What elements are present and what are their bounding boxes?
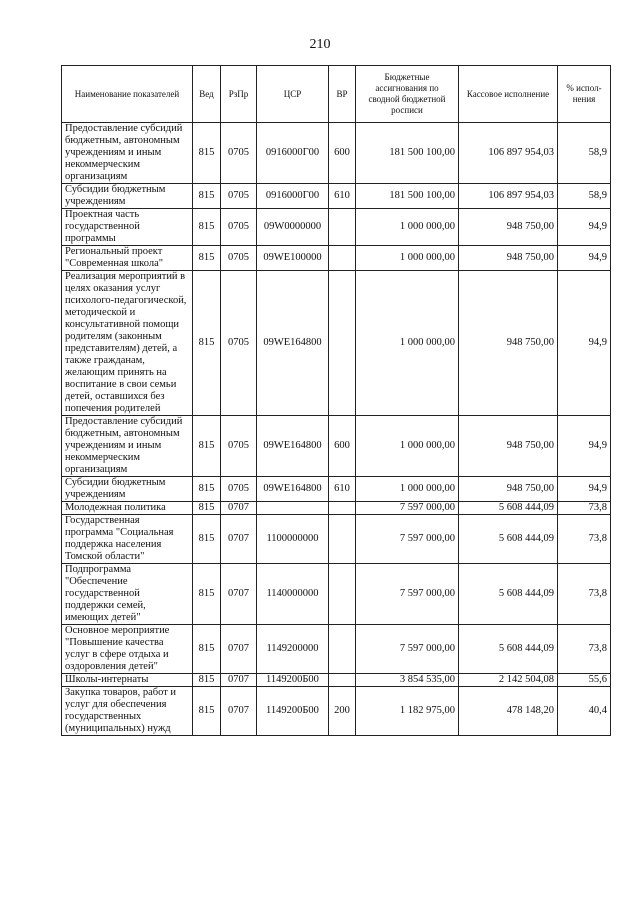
- cell-cash: 948 750,00: [459, 246, 558, 271]
- cell-csr: 09W0000000: [257, 209, 329, 246]
- cell-budget: 7 597 000,00: [356, 515, 459, 564]
- cell-name: Предоставление субсидий бюджетным, автономным учреждениям и иным некоммерческим организациям: [62, 123, 193, 184]
- cell-vr: [329, 502, 356, 515]
- cell-cash: 948 750,00: [459, 477, 558, 502]
- cell-rzpr: 0707: [221, 502, 257, 515]
- cell-budget: 181 500 100,00: [356, 184, 459, 209]
- cell-vr: [329, 271, 356, 416]
- cell-ved: 815: [193, 687, 221, 736]
- cell-vr: [329, 209, 356, 246]
- cell-budget: 1 000 000,00: [356, 246, 459, 271]
- cell-csr: 09WE164800: [257, 271, 329, 416]
- table-row: [62, 184, 611, 209]
- cell-vr: 200: [329, 687, 356, 736]
- cell-vr: 600: [329, 123, 356, 184]
- cell-name: Предоставление субсидий бюджетным, автономным учреждениям и иным некоммерческим организациям: [62, 416, 193, 477]
- cell-rzpr: 0707: [221, 674, 257, 687]
- cell-cash: 948 750,00: [459, 271, 558, 416]
- cell-percent: 73,8: [558, 502, 611, 515]
- cell-cash: 2 142 504,08: [459, 674, 558, 687]
- cell-cash: 948 750,00: [459, 416, 558, 477]
- cell-ved: 815: [193, 416, 221, 477]
- cell-name: Основное мероприятие "Повышение качества услуг в сфере отдыха и оздоровления детей": [62, 625, 193, 674]
- page-number: 210: [309, 37, 331, 52]
- cell-ved: 815: [193, 502, 221, 515]
- table-row: [62, 502, 611, 515]
- cell-cash: 106 897 954,03: [459, 123, 558, 184]
- cell-cash: 948 750,00: [459, 209, 558, 246]
- cell-ved: 815: [193, 674, 221, 687]
- cell-percent: 94,9: [558, 209, 611, 246]
- table-row: [62, 625, 611, 674]
- cell-budget: 1 182 975,00: [356, 687, 459, 736]
- cell-cash: 106 897 954,03: [459, 184, 558, 209]
- cell-percent: 94,9: [558, 416, 611, 477]
- table-row: [62, 123, 611, 184]
- cell-name: Подпрограмма "Обеспечение государственной поддержки семей, имеющих детей": [62, 564, 193, 625]
- cell-percent: 73,8: [558, 564, 611, 625]
- cell-rzpr: 0705: [221, 209, 257, 246]
- header-percent: % испол-нения: [558, 66, 611, 123]
- cell-cash: 5 608 444,09: [459, 515, 558, 564]
- cell-name: Школы-интернаты: [62, 674, 193, 687]
- cell-rzpr: 0705: [221, 246, 257, 271]
- cell-ved: 815: [193, 477, 221, 502]
- cell-vr: [329, 564, 356, 625]
- cell-rzpr: 0705: [221, 184, 257, 209]
- table-row: [62, 687, 611, 736]
- table-row: [62, 209, 611, 246]
- table-body: [62, 123, 611, 736]
- cell-csr: 0916000Г00: [257, 123, 329, 184]
- cell-rzpr: 0707: [221, 515, 257, 564]
- cell-ved: 815: [193, 271, 221, 416]
- cell-name: Региональный проект "Современная школа": [62, 246, 193, 271]
- cell-ved: 815: [193, 123, 221, 184]
- cell-budget: 1 000 000,00: [356, 477, 459, 502]
- cell-percent: 94,9: [558, 477, 611, 502]
- cell-percent: 73,8: [558, 625, 611, 674]
- table-row: [62, 271, 611, 416]
- header-vr: ВР: [329, 66, 356, 123]
- cell-name: Реализация мероприятий в целях оказания услуг психолого-педагогической, методической и консультативной помощи родителям (законным представителям) детей, а также гражданам, желающим принять на воспитание в свои семьи детей, оставшихся без попечения родителей: [62, 271, 193, 416]
- cell-csr: 1149200Б00: [257, 687, 329, 736]
- header-budget: Бюджетные ассигнования по сводной бюджетной росписи: [356, 66, 459, 123]
- budget-table: [61, 65, 611, 736]
- cell-vr: [329, 625, 356, 674]
- cell-rzpr: 0705: [221, 271, 257, 416]
- cell-vr: [329, 674, 356, 687]
- cell-name: Субсидии бюджетным учреждениям: [62, 184, 193, 209]
- cell-cash: 5 608 444,09: [459, 502, 558, 515]
- cell-vr: 610: [329, 477, 356, 502]
- cell-percent: 40,4: [558, 687, 611, 736]
- cell-csr: 0916000Г00: [257, 184, 329, 209]
- cell-ved: 815: [193, 515, 221, 564]
- cell-percent: 58,9: [558, 184, 611, 209]
- cell-budget: 7 597 000,00: [356, 502, 459, 515]
- cell-vr: 610: [329, 184, 356, 209]
- cell-name: Государственная программа "Социальная поддержка населения Томской области": [62, 515, 193, 564]
- cell-ved: 815: [193, 625, 221, 674]
- cell-ved: 815: [193, 246, 221, 271]
- cell-budget: 181 500 100,00: [356, 123, 459, 184]
- cell-budget: 1 000 000,00: [356, 209, 459, 246]
- table-row: [62, 246, 611, 271]
- cell-rzpr: 0707: [221, 564, 257, 625]
- cell-budget: 1 000 000,00: [356, 416, 459, 477]
- cell-percent: 94,9: [558, 271, 611, 416]
- cell-csr: 09WE100000: [257, 246, 329, 271]
- cell-rzpr: 0707: [221, 687, 257, 736]
- cell-name: Субсидии бюджетным учреждениям: [62, 477, 193, 502]
- cell-vr: [329, 246, 356, 271]
- cell-csr: 09WE164800: [257, 416, 329, 477]
- header-row: [62, 66, 611, 123]
- cell-csr: 1149200Б00: [257, 674, 329, 687]
- cell-percent: 94,9: [558, 246, 611, 271]
- cell-vr: 600: [329, 416, 356, 477]
- cell-name: Молодежная политика: [62, 502, 193, 515]
- cell-vr: [329, 515, 356, 564]
- cell-percent: 55,6: [558, 674, 611, 687]
- cell-percent: 73,8: [558, 515, 611, 564]
- header-rzpr: РзПр: [221, 66, 257, 123]
- table-row: [62, 564, 611, 625]
- table-row: [62, 416, 611, 477]
- cell-csr: 1140000000: [257, 564, 329, 625]
- header-cash: Кассовое исполнение: [459, 66, 558, 123]
- cell-name: Закупка товаров, работ и услуг для обеспечения государственных (муниципальных) нужд: [62, 687, 193, 736]
- table-row: [62, 515, 611, 564]
- cell-ved: 815: [193, 184, 221, 209]
- cell-csr: 1149200000: [257, 625, 329, 674]
- cell-cash: 5 608 444,09: [459, 625, 558, 674]
- cell-csr: 1100000000: [257, 515, 329, 564]
- cell-budget: 3 854 535,00: [356, 674, 459, 687]
- cell-name: Проектная часть государственной программы: [62, 209, 193, 246]
- table-row: [62, 477, 611, 502]
- cell-rzpr: 0705: [221, 123, 257, 184]
- cell-ved: 815: [193, 564, 221, 625]
- cell-cash: 5 608 444,09: [459, 564, 558, 625]
- header-name: Наименование показателей: [62, 66, 193, 123]
- cell-percent: 58,9: [558, 123, 611, 184]
- cell-budget: 7 597 000,00: [356, 625, 459, 674]
- table-header: [62, 66, 611, 123]
- cell-ved: 815: [193, 209, 221, 246]
- cell-budget: 7 597 000,00: [356, 564, 459, 625]
- cell-budget: 1 000 000,00: [356, 271, 459, 416]
- cell-csr: 09WE164800: [257, 477, 329, 502]
- cell-csr: [257, 502, 329, 515]
- cell-cash: 478 148,20: [459, 687, 558, 736]
- table-row: [62, 674, 611, 687]
- header-csr: ЦСР: [257, 66, 329, 123]
- cell-rzpr: 0705: [221, 416, 257, 477]
- header-ved: Вед: [193, 66, 221, 123]
- cell-rzpr: 0707: [221, 625, 257, 674]
- cell-rzpr: 0705: [221, 477, 257, 502]
